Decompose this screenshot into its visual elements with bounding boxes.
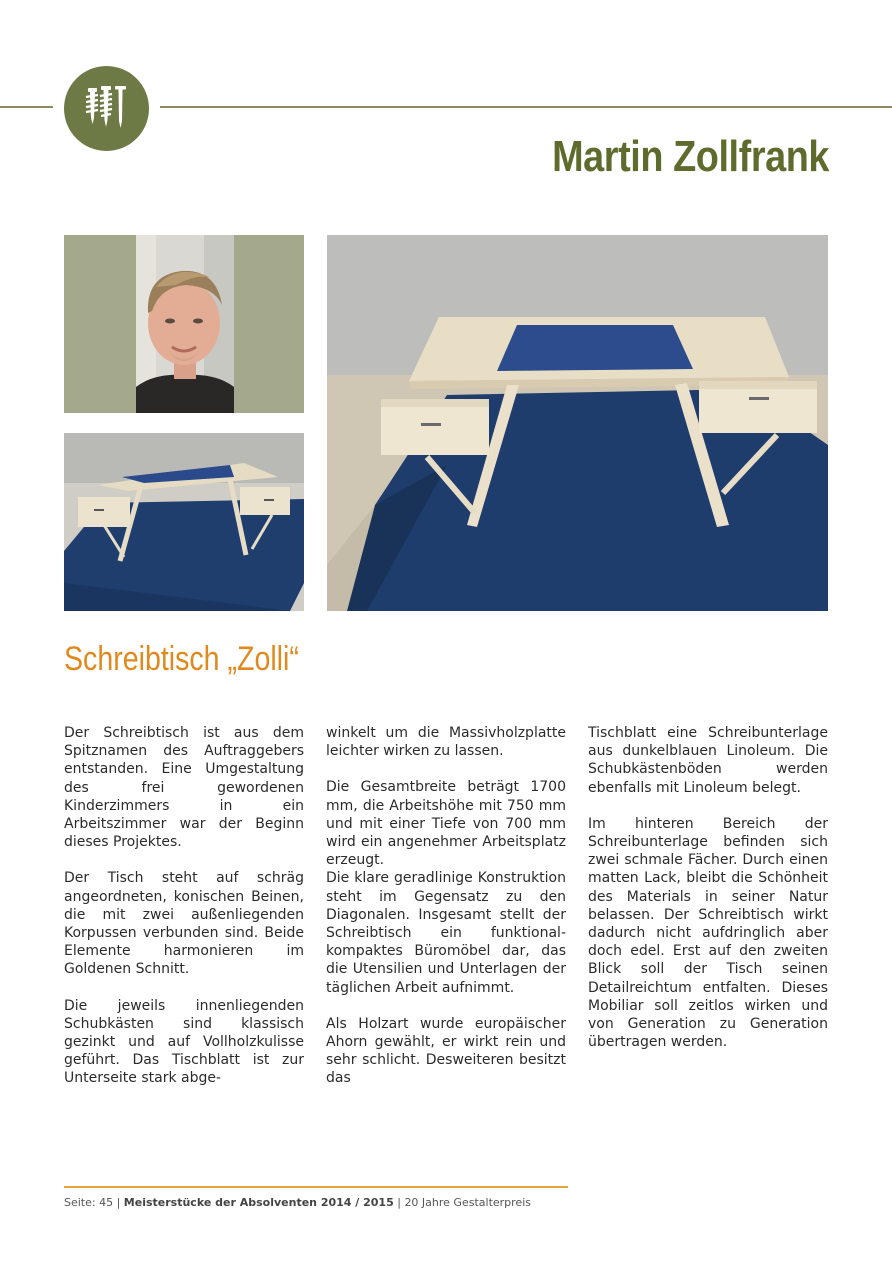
paragraph: Im hinteren Bereich der Schreibunterlage befinden sich zwei schmale Fächer. Durch einen matten Lack, bleibt die Schönheit des Materials in seiner Natur belassen. Der Schreibtisch wirkt dadurch nicht aufdringlich aber doch edel. Erst auf den zweiten Blick soll der Tisch seinen Detailreichtum entfalten. Dieses Mobiliar soll zeitlos wirken und von Generation zu Generation übertragen werden. bbox=[588, 815, 828, 1051]
footer-rule bbox=[64, 1186, 568, 1188]
paragraph: Der Tisch steht auf schräg angeordneten, konischen Beinen, die mit zwei außenliegenden Korpussen verbunden sind. Beide Elemente harmonieren im Goldenen Schnitt. bbox=[64, 870, 304, 978]
footer-tagline: 20 Jahre Gestalterpreis bbox=[404, 1196, 531, 1209]
footer bbox=[64, 1196, 531, 1209]
paragraph: Die klare geradlinige Konstruktion steht im Gegensatz zu den Diagonalen. Insgesamt stellt der Schreibtisch ein funktional-kompaktes Büromöbel dar, das die Utensilien und Unterlagen der täglichen Arbeit aufnimmt. bbox=[326, 870, 566, 996]
page-number: Seite: 45 bbox=[64, 1196, 114, 1209]
paragraph: Als Holzart wurde europäischer Ahorn gewählt, er wirkt rein und sehr schlicht. Desweiteren besitzt das bbox=[326, 1015, 566, 1087]
author-name: Martin Zollfrank bbox=[552, 132, 829, 181]
header-rule-right bbox=[160, 106, 892, 108]
paragraph: Der Schreibtisch ist aus dem Spitznamen des Auftraggebers entstanden. Eine Umgestaltung des frei gewordenen Kinderzimmers in ein Arbeitszimmer war der Beginn dieses Projektes. bbox=[64, 725, 304, 851]
footer-separator: | bbox=[393, 1196, 405, 1209]
desk-photo-small bbox=[64, 433, 304, 611]
paragraph: Die Gesamtbreite beträgt 1700 mm, die Arbeitshöhe mit 750 mm und mit einer Tiefe von 700 mm wird ein angenehmer Arbeitsplatz erzeugt. bbox=[326, 779, 566, 869]
article-title: Schreibtisch „Zolli“ bbox=[64, 640, 299, 678]
text-column-1 bbox=[64, 724, 304, 1106]
paragraph: winkelt um die Massivholzplatte leichter wirken zu lassen. bbox=[326, 725, 566, 760]
text-column-2 bbox=[326, 724, 566, 1106]
header-rule-left bbox=[0, 106, 53, 108]
publication-title: Meisterstücke der Absolventen 2014 / 2015 bbox=[123, 1196, 394, 1209]
screws-and-nail-logo-icon bbox=[64, 66, 149, 151]
paragraph: Die jeweils innenliegenden Schubkästen sind klassisch gezinkt und auf Vollholzkulisse geführt. Das Tischblatt ist zur Unterseite stark abge- bbox=[64, 997, 304, 1087]
footer-separator: | bbox=[113, 1196, 124, 1209]
text-column-3 bbox=[588, 724, 828, 1069]
logo bbox=[64, 66, 149, 151]
desk-photo-large bbox=[327, 235, 828, 611]
portrait-photo bbox=[64, 235, 304, 413]
paragraph: Tischblatt eine Schreibunterlage aus dunkelblauen Linoleum. Die Schubkästenböden werden ebenfalls mit Linoleum belegt. bbox=[588, 725, 828, 796]
